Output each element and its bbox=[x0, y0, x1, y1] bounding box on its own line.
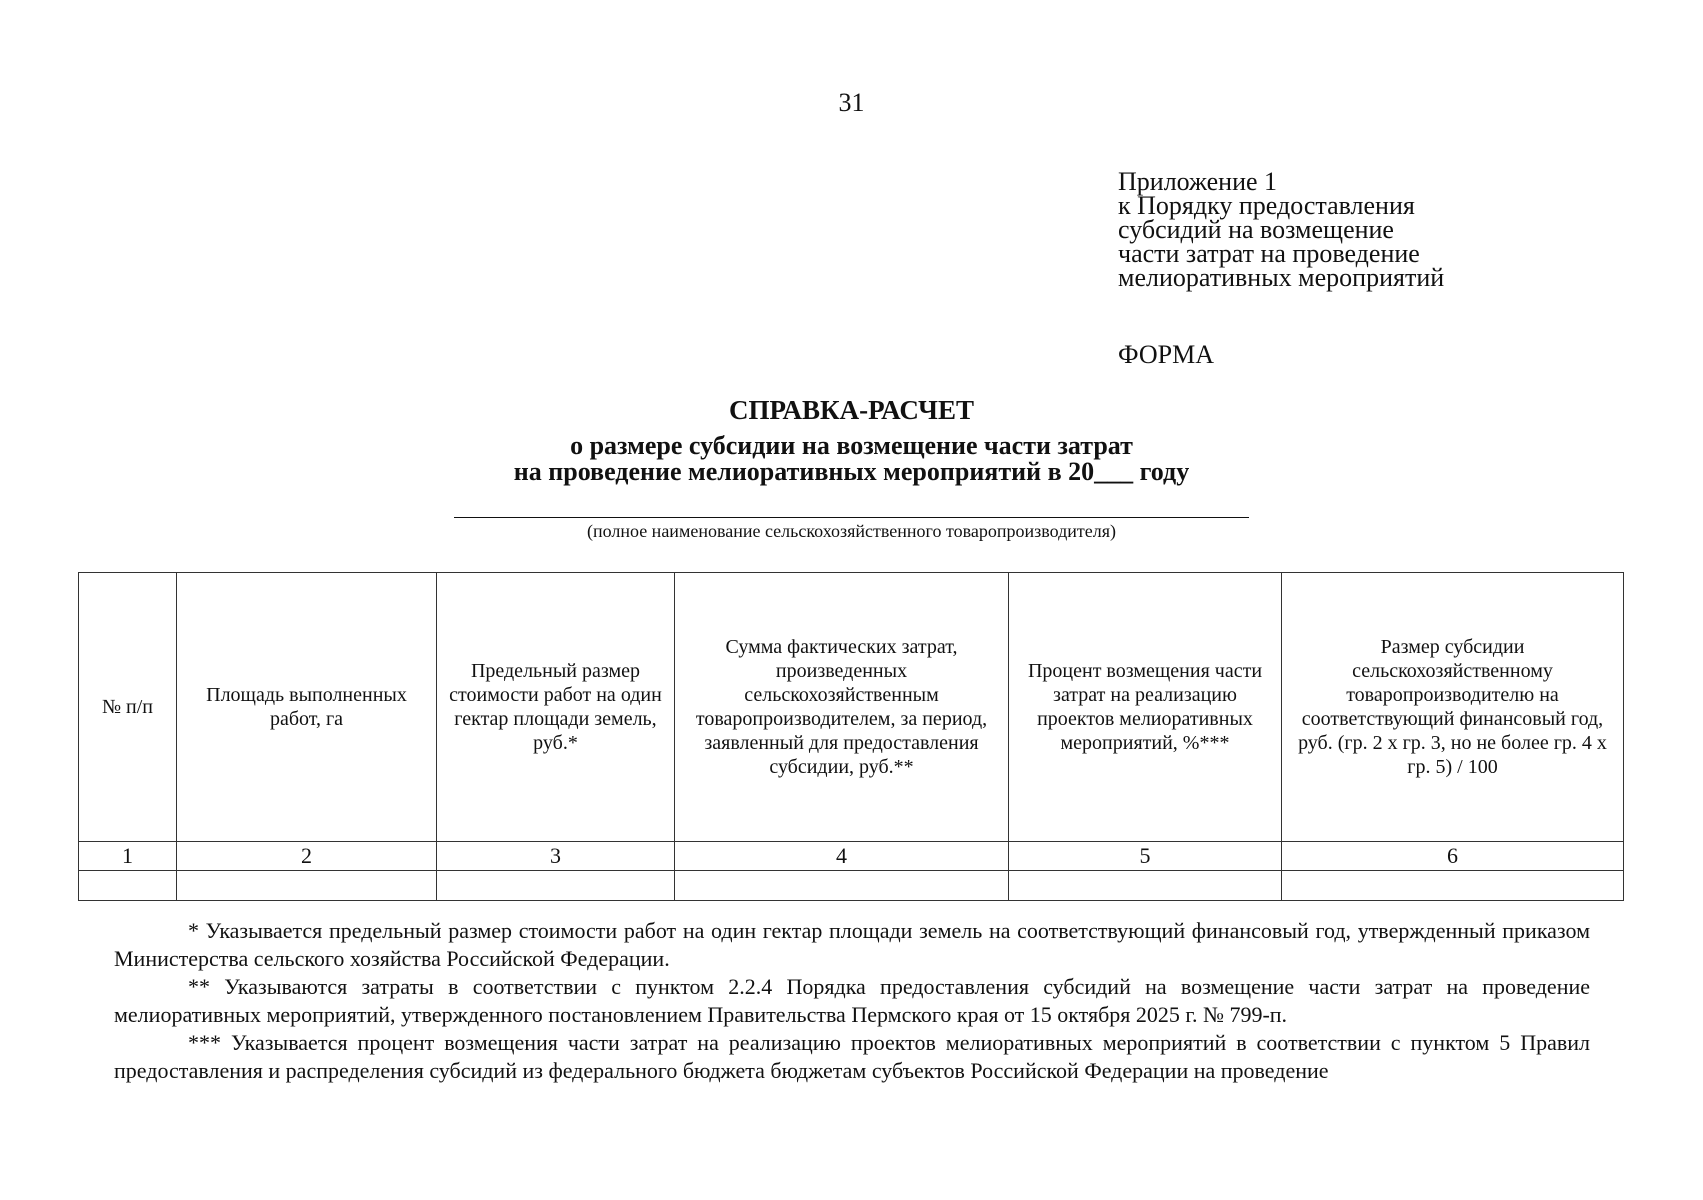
document-subtitle bbox=[0, 433, 1703, 485]
calculation-table bbox=[78, 572, 1624, 901]
column-number-cell: 5 bbox=[1009, 842, 1282, 871]
footnote-1: * Указывается предельный размер стоимости работ на один гектар площади земель на соответствующий финансовый год, утвержденный приказом Министерства сельского хозяйства Российской Федерации. bbox=[114, 918, 1590, 971]
data-entry-row bbox=[79, 871, 1624, 901]
table-header-row bbox=[79, 573, 1624, 842]
appendix-line: субсидий на возмещение bbox=[1118, 215, 1394, 244]
document-title: СПРАВКА-РАСЧЕТ bbox=[729, 395, 974, 425]
form-label: ФОРМА bbox=[1118, 340, 1214, 369]
entry-cell bbox=[437, 871, 675, 901]
column-number-cell: 4 bbox=[675, 842, 1009, 871]
column-number-cell: 3 bbox=[437, 842, 675, 871]
page-number: 31 bbox=[838, 88, 865, 117]
footnotes bbox=[114, 917, 1590, 1085]
column-number-cell: 2 bbox=[177, 842, 437, 871]
header-cell-percent: Процент возмещения части затрат на реализацию проектов мелиоративных мероприятий, %*** bbox=[1009, 573, 1282, 842]
subtitle-line-1: о размере субсидии на возмещение части затрат bbox=[570, 431, 1133, 460]
footnote-2: ** Указываются затраты в соответствии с пунктом 2.2.4 Порядка предоставления субсидий на возмещение части затрат на проведение мелиоративных мероприятий, утвержденного постановлением Правительства Пермского края от 15 октября 2025 г. № 799-п. bbox=[114, 974, 1590, 1027]
appendix-line: части затрат на проведение bbox=[1118, 239, 1420, 268]
column-number-cell: 6 bbox=[1282, 842, 1624, 871]
header-cell-actual-costs: Сумма фактических затрат, произведенных сельскохозяйственным товаропроизводителем, за период, заявленный для предоставления субсидии, руб.** bbox=[675, 573, 1009, 842]
header-cell-area: Площадь выполненных работ, га bbox=[177, 573, 437, 842]
producer-name-caption: (полное наименование сельскохозяйственного товаропроизводителя) bbox=[586, 521, 1117, 541]
entry-cell bbox=[1009, 871, 1282, 901]
header-cell-subsidy: Размер субсидии сельскохозяйственному товаропроизводителю на соответствующий финансовый год, руб. (гр. 2 x гр. 3, но не более гр. 4 x гр. 5) / 100 bbox=[1282, 573, 1624, 842]
appendix-reference bbox=[1118, 167, 1678, 292]
header-cell-number: № п/п bbox=[79, 573, 177, 842]
entry-cell bbox=[177, 871, 437, 901]
header-cell-max-cost: Предельный размер стоимости работ на один гектар площади земель, руб.* bbox=[437, 573, 675, 842]
appendix-line: Приложение 1 bbox=[1118, 167, 1278, 196]
entry-cell bbox=[1282, 871, 1624, 901]
column-number-cell: 1 bbox=[79, 842, 177, 871]
producer-name-line bbox=[454, 517, 1249, 518]
appendix-line: мелиоративных мероприятий bbox=[1118, 263, 1445, 292]
column-number-row bbox=[79, 842, 1624, 871]
entry-cell bbox=[675, 871, 1009, 901]
entry-cell bbox=[79, 871, 177, 901]
subtitle-line-2: на проведение мелиоративных мероприятий в 20___ году bbox=[513, 457, 1190, 486]
footnote-3: *** Указывается процент возмещения части затрат на реализацию проектов мелиоративных мероприятий в соответствии с пунктом 5 Правил предоставления и распределения субсидий из федерального бюджета бюджетам субъектов Российской Федерации на проведение bbox=[114, 1030, 1590, 1083]
appendix-line: к Порядку предоставления bbox=[1118, 191, 1415, 220]
